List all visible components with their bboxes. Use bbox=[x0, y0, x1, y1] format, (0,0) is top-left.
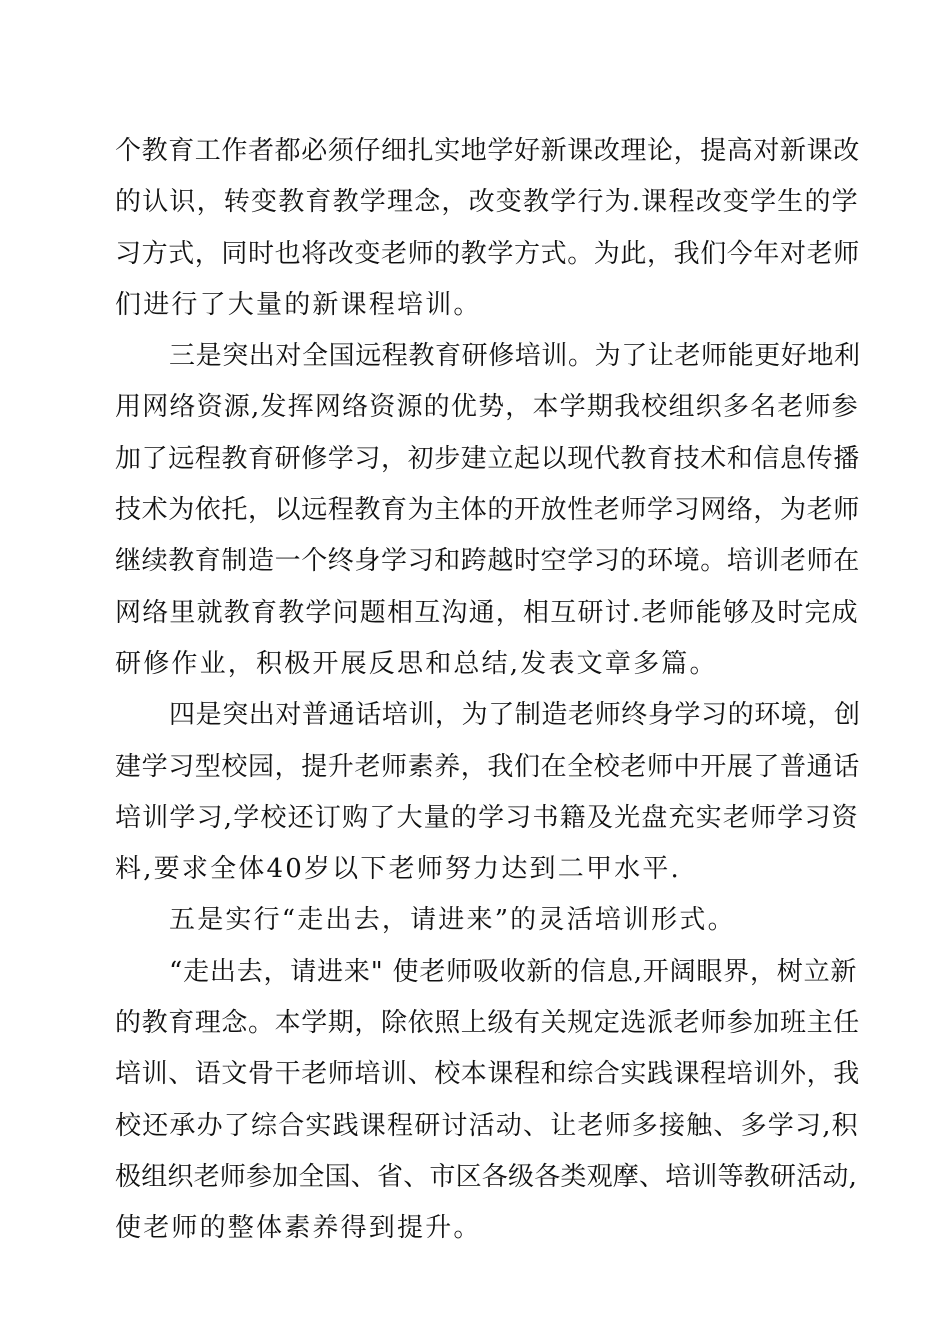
text-line: 网络里就教育教学问题相互沟通，相互研讨.老师能够及时完成 bbox=[115, 597, 859, 628]
text-line: 技术为依托，以远程教育为主体的开放性老师学习网络，为老师 bbox=[115, 495, 860, 526]
document-body bbox=[115, 126, 861, 1255]
text-line: 习方式，同时也将改变老师的教学方式。为此，我们今年对老师 bbox=[115, 238, 860, 269]
text-line: 用网络资源,发挥网络资源的优势，本学期我校组织多名老师参 bbox=[115, 392, 859, 423]
text-line: 的认识，转变教育教学理念，改变教学行为.课程改变学生的学 bbox=[115, 187, 859, 218]
paragraph-start-line: 四是突出对普通话培训，为了制造老师终身学习的环境，创 bbox=[169, 700, 861, 731]
text-line: 个教育工作者都必须仔细扎实地学好新课改理论，提高对新课改 bbox=[115, 136, 860, 166]
text-line: 研修作业，积极开展反思和总结,发表文章多篇。 bbox=[115, 648, 718, 679]
text-line: 极组织老师参加全国、省、市区各级各类观摩、培训等教研活动, bbox=[115, 1161, 858, 1192]
paragraph-start-line: 五是实行“走出去，请进来”的灵活培训形式。 bbox=[169, 905, 736, 936]
text-line: 的教育理念。本学期，除依照上级有关规定选派老师参加班主任 bbox=[115, 1008, 860, 1039]
text-line: 培训、语文骨干老师培训、校本课程和综合实践课程培训外，我 bbox=[115, 1059, 860, 1090]
text-line: 继续教育制造一个终身学习和跨越时空学习的环境。培训老师在 bbox=[115, 546, 860, 577]
text-line: 建学习型校园，提升老师素养，我们在全校老师中开展了普通话 bbox=[115, 751, 860, 782]
text-line: 使老师的整体素养得到提升。 bbox=[115, 1213, 482, 1244]
paragraph-start-line: 三是突出对全国远程教育研修培训。为了让老师能更好地利 bbox=[169, 341, 861, 372]
text-line: 加了远程教育研修学习，初步建立起以现代教育技术和信息传播 bbox=[115, 443, 860, 474]
paragraph-start-line: “走出去，请进来" 使老师吸收新的信息,开阔眼界，树立新 bbox=[169, 956, 858, 987]
text-line: 校还承办了综合实践课程研讨活动、让老师多接触、多学习,积 bbox=[115, 1110, 859, 1141]
text-line: 料,要求全体40岁以下老师努力达到二甲水平. bbox=[115, 854, 682, 885]
text-line: 们进行了大量的新课程培训。 bbox=[115, 289, 482, 320]
text-line: 培训学习,学校还订购了大量的学习书籍及光盘充实老师学习资 bbox=[115, 802, 859, 833]
